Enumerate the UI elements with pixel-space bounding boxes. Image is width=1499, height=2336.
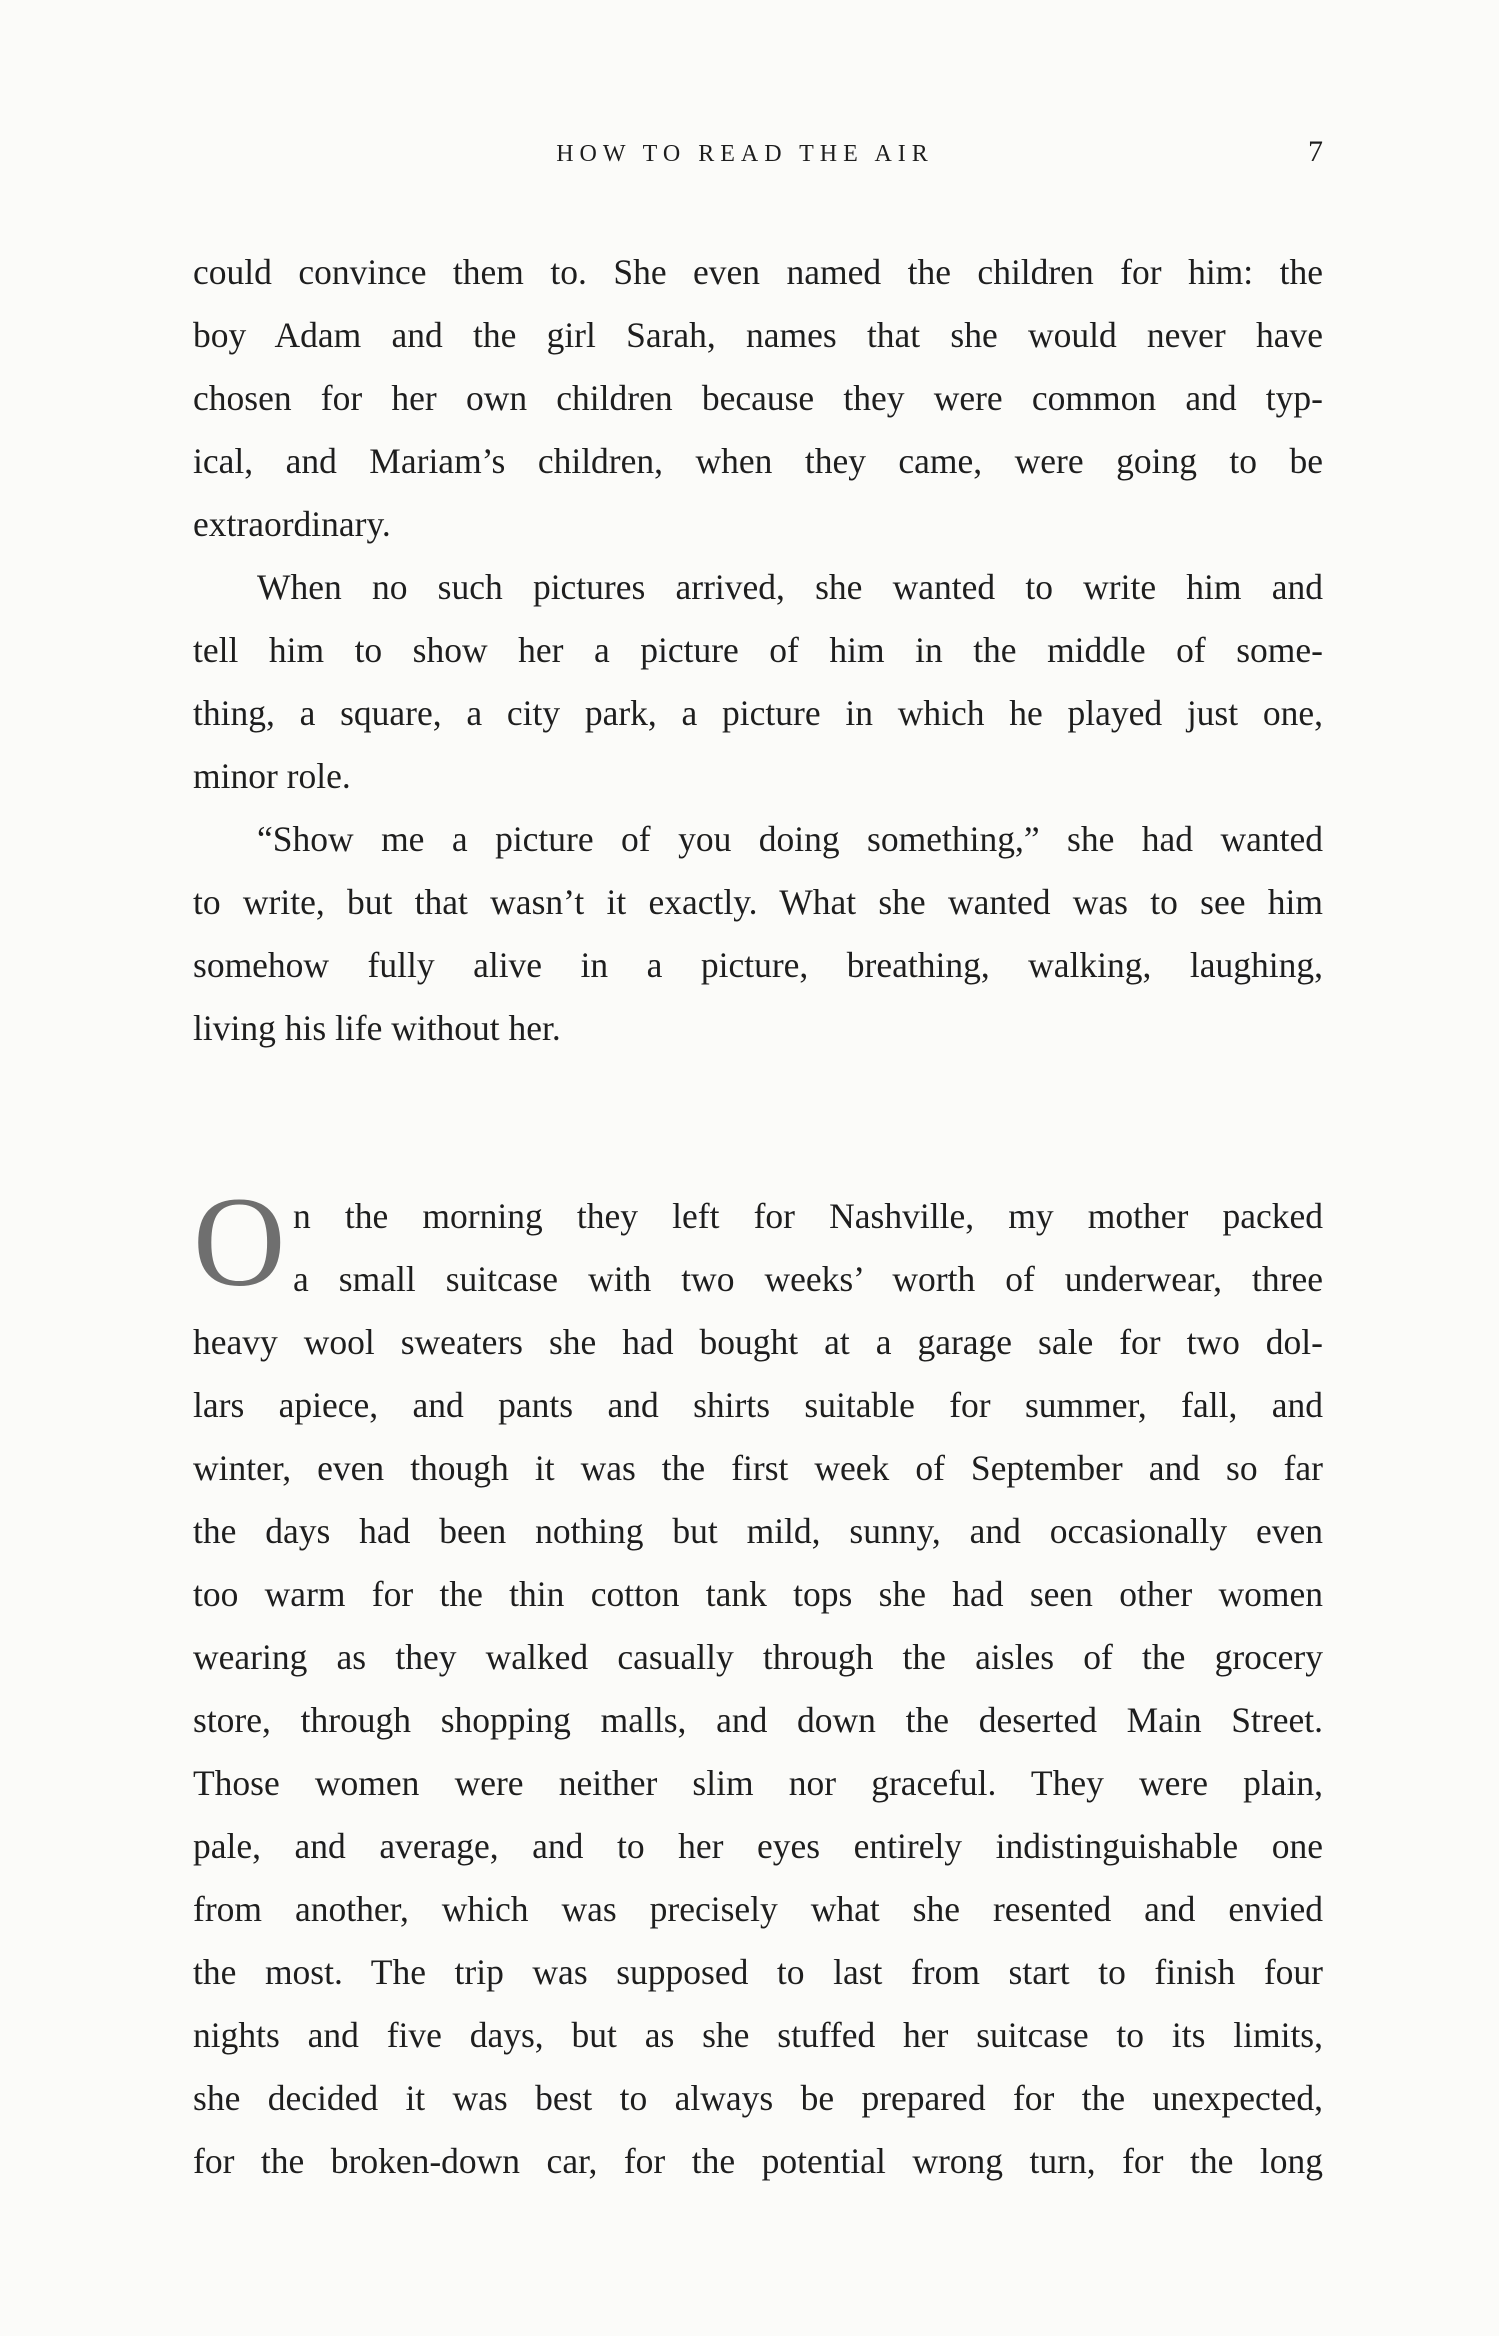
text-line: boy Adam and the girl Sarah, names that she would never have <box>193 315 1323 355</box>
text-line: n the morning they left for Nashville, my mother packed <box>293 1196 1323 1236</box>
paragraph-2 <box>193 556 1323 808</box>
body-text-section-2 <box>193 1185 1323 2193</box>
text-line: Those women were neither slim nor graceful. They were plain, <box>193 1763 1323 1803</box>
text-line: chosen for her own children because they were common and typ- <box>193 378 1323 418</box>
text-line: wearing as they walked casually through the aisles of the grocery <box>193 1637 1323 1677</box>
text-line: for the broken-down car, for the potential wrong turn, for the long <box>193 2141 1323 2181</box>
text-line: pale, and average, and to her eyes entirely indistinguishable one <box>193 1826 1323 1866</box>
text-line: she decided it was best to always be prepared for the unexpected, <box>193 2078 1323 2118</box>
running-title: HOW TO READ THE AIR <box>556 141 934 167</box>
running-head <box>0 135 1499 175</box>
body-text-top <box>193 241 1323 1060</box>
text-line: nights and five days, but as she stuffed her suitcase to its limits, <box>193 2015 1323 2055</box>
text-line: a small suitcase with two weeks’ worth of underwear, three <box>293 1259 1323 1299</box>
text-line: heavy wool sweaters she had bought at a garage sale for two dol- <box>193 1322 1323 1362</box>
text-line: thing, a square, a city park, a picture in which he played just one, <box>193 693 1323 733</box>
text-line: somehow fully alive in a picture, breathing, walking, laughing, <box>193 945 1323 985</box>
text-line: to write, but that wasn’t it exactly. What she wanted was to see him <box>193 882 1323 922</box>
text-line: living his life without her. <box>193 1008 561 1048</box>
text-line: store, through shopping malls, and down the deserted Main Street. <box>193 1700 1323 1740</box>
text-line: tell him to show her a picture of him in the middle of some- <box>193 630 1323 670</box>
paragraph-3 <box>193 808 1323 1060</box>
paragraph-1 <box>193 241 1323 556</box>
text-line: could convince them to. She even named the children for him: the <box>193 252 1323 292</box>
text-line: the most. The trip was supposed to last from start to finish four <box>193 1952 1323 1992</box>
text-line: minor role. <box>193 756 351 796</box>
page-number: 7 <box>1308 135 1323 168</box>
drop-cap: O <box>193 1171 286 1313</box>
text-line: the days had been nothing but mild, sunny, and occasionally even <box>193 1511 1323 1551</box>
text-line: lars apiece, and pants and shirts suitable for summer, fall, and <box>193 1385 1323 1425</box>
text-line: When no such pictures arrived, she wanted to write him and <box>257 567 1323 607</box>
text-line: from another, which was precisely what she resented and envied <box>193 1889 1323 1929</box>
text-line: winter, even though it was the first week of September and so far <box>193 1448 1323 1488</box>
text-line: “Show me a picture of you doing something,” she had wanted <box>257 819 1323 859</box>
text-line: extraordinary. <box>193 504 391 544</box>
text-line: ical, and Mariam’s children, when they came, were going to be <box>193 441 1323 481</box>
text-line: too warm for the thin cotton tank tops she had seen other women <box>193 1574 1323 1614</box>
